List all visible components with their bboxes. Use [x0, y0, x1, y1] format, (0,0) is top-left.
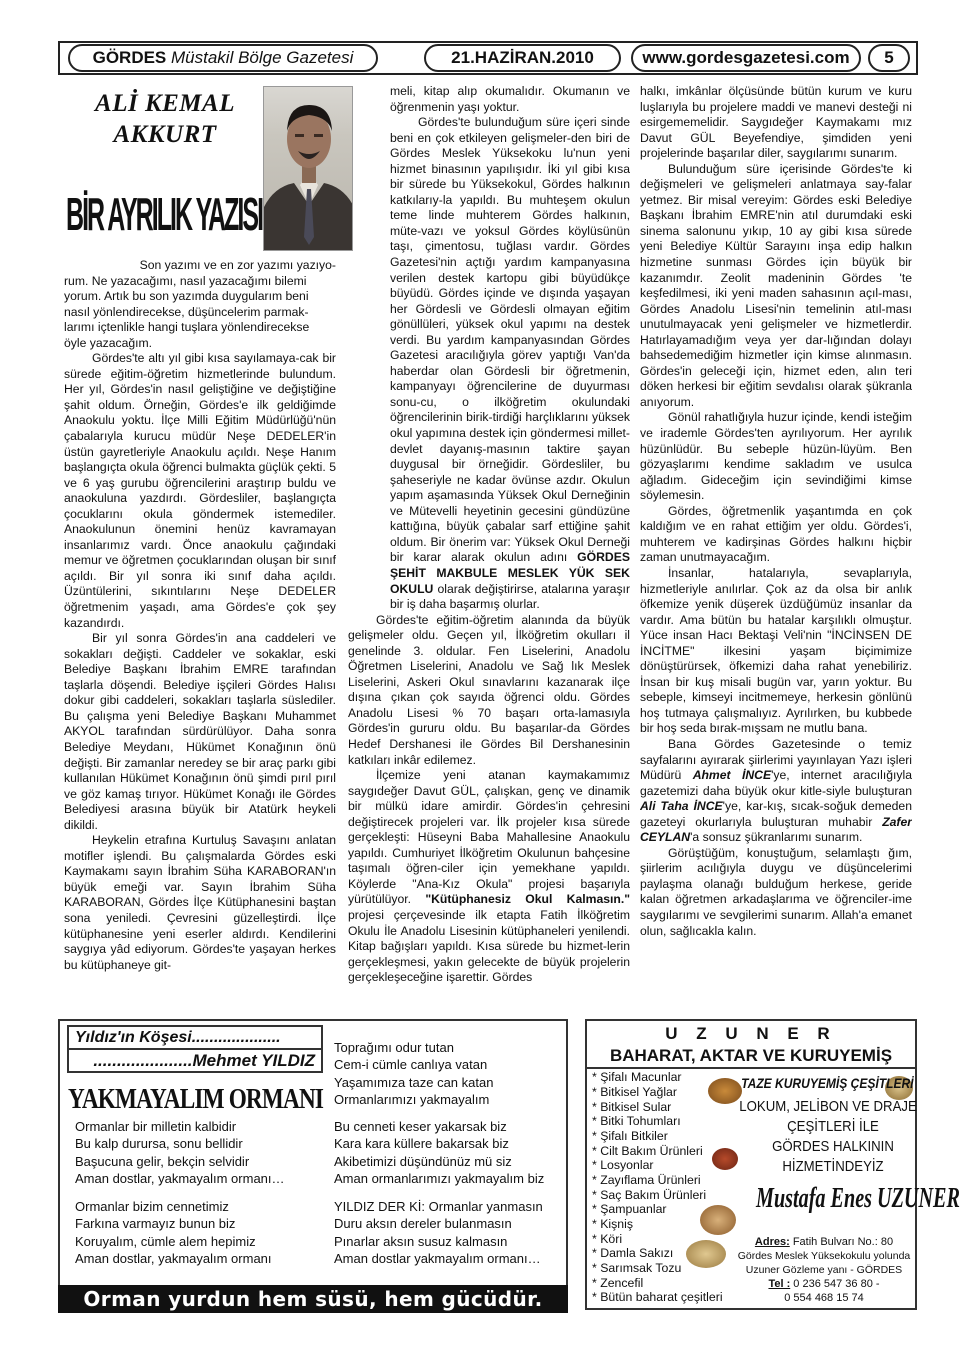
- ad-business-name: U Z U N E R: [665, 1024, 837, 1043]
- ad-product-item: * Şifalı Bitkiler: [592, 1129, 668, 1143]
- paper-name: GÖRDES: [92, 48, 167, 67]
- ad-business-type: BAHARAT, AKTAR VE KURUYEMİŞ: [609, 1046, 893, 1065]
- project-name: "Kütüphanesiz Okul Kalmasın.": [425, 892, 630, 907]
- poem-line: Koruyalım, cümle alem hepimiz: [75, 1233, 256, 1249]
- poem-stanza: [75, 1198, 272, 1267]
- author-photo: [263, 86, 353, 251]
- poem-line: Farkına varmayız bunun biz: [75, 1216, 236, 1232]
- paragraph: meli, kitap alıp okumalıdır. Okumanın ve öğrenmenin yaşı yoktur.: [390, 84, 630, 114]
- paragraph: [348, 768, 630, 986]
- ad-product-item: * Cilt Bakım Ürünleri: [592, 1144, 703, 1158]
- paragraph: Heykelin etrafına Kurtuluş Savaşını anlatan motifler işlendi. Bu çalışmalarda Gördes eski Kaymakamı sayın İbrahim Süha KARABORAN'ın büyük emeği var. Sayın İbrahim Süha KARABORAN, Gördes İlçe Kütüphanesini baştan sona yeniledi. Çevresini güzelleştirdi. İlçe kütüphanesine yeni eserler aldırdı. Kendilerini saygıya yâd ediyorum. Gördes'te yaşayan herkes bu kütüphaneye git-: [64, 833, 336, 972]
- paragraph: Gördes'te eğitim-öğretim alanında da büyük gelişmeler oldu. Geçen yıl, İlköğretim okulları il genelinde 3. oldular. Fen Liselerini, Anadolu Öğretmen Liselerini, Anadolu ve Sağ lık Meslek Liselerini, Askeri Okul sınavlarını kazanarak ilçe dışına çıkan çok sayıda öğrenci oldu. Gördes Anadolu Lisesi % 70 başarı orta-lamasıyla Gördes'in gururu oldu. Bu başarılar-da Gördes Hedef Dershanesi ile Gördes Bil Dershanesinin katkıları inkâr edilemez.: [348, 612, 630, 767]
- page-number: 5: [884, 48, 894, 67]
- article-column-2: [348, 84, 630, 1006]
- article-column-1: [64, 258, 336, 1006]
- paragraph-text: 'a sonsuz şükranlarımı sunarım.: [690, 830, 863, 845]
- slogan-banner: Orman yurdun hem süsü, hem gücüdür.: [58, 1285, 568, 1313]
- poem-line: Toprağımı odur tutan: [334, 1040, 454, 1055]
- ad-product-item: * Kişniş: [592, 1217, 634, 1231]
- poem-line: Ormanlar bizim cennetimiz: [75, 1199, 229, 1214]
- poem-line: YILDIZ DER Kİ: Ormanlar yanmasın: [334, 1199, 543, 1214]
- paragraph-wrap-top: [348, 115, 630, 613]
- article-headline: BİR AYRILIK YAZISI: [66, 188, 263, 241]
- author-portrait-image: [264, 87, 353, 251]
- poem-line: Aman dostlar, yakmayalım ormanı…: [75, 1170, 285, 1186]
- poem-line: Kara kara küllere bakarsak biz: [334, 1136, 509, 1152]
- author-first-name: ALİ KEMAL: [95, 90, 235, 117]
- paragraph-text: 'ye, kar-kış, sıcak-soğuk demeden gazeteyi okurlarıyla buluşturan muhabir: [640, 799, 912, 829]
- website-pill[interactable]: [631, 44, 861, 72]
- date-pill: [424, 44, 621, 72]
- phone-number: 0 236 547 36 80 -: [793, 1278, 880, 1290]
- ad-address-line: Uzuner Gözleme yanı - GÖRDES: [745, 1264, 903, 1276]
- phone-label: Tel :: [768, 1278, 791, 1290]
- ad-product-item: * Losyonlar: [592, 1158, 654, 1172]
- intro-paragraph: [64, 258, 336, 351]
- intro-line: yorum. Artık bu son yazımda duygularım beni: [64, 289, 309, 304]
- address-label: Adres:: [754, 1236, 790, 1248]
- intro-line: Son yazımı ve en zor yazımı yazıyo-: [139, 258, 336, 272]
- proposed-school-name: GÖRDES ŞEHİT MAKBULE MESLEK YÜK SEK OKULU: [390, 550, 630, 596]
- nuts-bowl-image: [686, 1240, 726, 1268]
- poem-line: Ormanlar bir milletin kalbidir: [75, 1119, 237, 1134]
- poem-stanza: [334, 1039, 493, 1108]
- poem-line: Bu cenneti keser yakarsak biz: [334, 1119, 507, 1134]
- page-number-pill: [868, 44, 910, 72]
- ad-phone-line: [732, 1278, 916, 1290]
- ad-product-item: * Bütün baharat çeşitleri: [592, 1290, 723, 1304]
- ad-product-item: * Şampuanlar: [592, 1202, 667, 1216]
- spice-bowl-image: [708, 1078, 742, 1104]
- paper-name-pill: [68, 44, 378, 72]
- paragraph: Bir yıl sonra Gördes'in ana caddeleri ve sokakları değişti. Caddeler ve sokaklar, eski Belediye Başkanı İbrahim EMRE tarafından taşlarla döşendi. Belediye işçileri Gördes Halısı dokur gibi caddeleri, sokakları taşlarla süslediler. Bu çalışma yeni Belediye Başkanı Muhammet AKYOL tarafından sürdürülüyor. Daha sonra Belediye Meydanı, Hükümet Konağının önü değişti. Bir zamanlar neredey se bir araç parkı gibi kullanılan Hükümet Konağının önü şimdi pırıl pırıl ve göz kamaş tırıyor. Hükümet Konağı ile Gördes Belediyesi arasına büyük bir Atatürk heykeli dikildi.: [64, 631, 336, 832]
- paragraph-text: 'ye, internet aracılığıyla gazetemizi daha büyük okur kitle-siyle buluşturan: [640, 768, 912, 798]
- spice-bowl-image: [712, 1148, 738, 1170]
- paragraph: Gönül rahatlığıyla huzur içinde, kendi isteğim ve irademle Gördes'ten ayrılıyorum. Her ayrılık hüzünlüdür. Bu sebeple hüzün-lüyüm. Ben gözyaşlarımı kendime sakladım ve usulca ağladım. Gideceğim için sevindiğimi kimse söylemesin.: [640, 410, 912, 503]
- article-column-3: [640, 84, 912, 1006]
- poem-title: YAKMAYALIM ORMANI: [68, 1084, 324, 1115]
- paragraph: halkı, imkânlar ölçüsünde bütün kurum ve kuru luşlarıyla bu projelere maddi ve manevi desteği ni esirgememelidir. Saygıdeğer Kaymakamı mız Davut GÜL Beyefendiye, şimdiden yeni projelerinde başarılar diler, saygılarımı sunarım.: [640, 84, 912, 161]
- ad-product-item: * Bitki Tohumları: [592, 1114, 681, 1128]
- paragraph: Bulunduğum süre içerisinde Gördes'te ki değişmeleri ve gelişmeleri anlatmaya say-falar yetmez. Bir misal vereyim: Gördes eski Belediye Başkanı İbrahim EMRE'nin atıl durumdaki eski sinema salonunu yıkıp, 10 ay gibi kısa sürede yeni Belediye Kültür Sarayını inşa edip halkın hizmetine sunması Gördes için büyük bir kazanımdır. Zeolit madeninin Gördes 'te keşfedilmesi, iki yeni maden sahasının açıl-ması, Gördes Anadolu Lisesi'nin temelinin atıl-ması unutulmayacak yeni gelişmeler ve hizmetlerdir. Hatırlayamadığım veya yer dar-lığından dolayı bahsedemediğim hizmetler için kimse alınmasın. Gördes'in geleceği için, hizmet eden, alın teri döken herkesi bir eğitim sevdalısı olarak şükranla anıyorum.: [640, 161, 912, 409]
- address-text: Fatih Bulvarı No.: 80: [792, 1236, 894, 1248]
- intro-line: rum. Ne yazacağımı, nasıl yazacağımı bilemi: [64, 273, 307, 288]
- poem-line: Aman ormanlarımızı yakmayalım biz: [334, 1170, 545, 1186]
- poem-stanza: [334, 1198, 543, 1267]
- poem-stanza: [75, 1118, 285, 1187]
- poem-line: Yaşamımıza taze can katan: [334, 1074, 494, 1090]
- author-name: [70, 88, 260, 150]
- paper-subtitle: Müstakil Bölge Gazetesi: [171, 48, 354, 67]
- intro-line: öyle yazacağım.: [64, 335, 153, 350]
- person-name: Ahmet İNCE: [692, 768, 772, 783]
- ad-product-item: * Zayıflama Ürünleri: [592, 1173, 701, 1187]
- ad-product-item: * Köri: [592, 1232, 623, 1246]
- poem-line: Pınarlar aksın susuz kalmasın: [334, 1233, 508, 1249]
- poem-line: Akibetimizi düşündünüz mü siz: [334, 1153, 512, 1169]
- website-link[interactable]: www.gordesgazetesi.com: [642, 48, 850, 67]
- ad-promo-line: HİZMETİNDEYİZ: [782, 1158, 884, 1175]
- paragraph-text: projesi çerçevesinde ilk etapta Fatih İlköğretim Okulu İle Anadolu Lisesinin kütüphaneleri yenilendi. Kitap bağışları yapıldı. Kısa sürede bu hizmet-lerin gerçekleşmesi, yakın gelecekte de büyük projelerin gerçekleşeceğine işarettir. Gördes: [348, 907, 630, 985]
- paragraph-text: Bana Gördes Gazetesinde o temiz sayfalarını ayırarak şiirlerimi yayınlayan Yazı işleri Müdürü: [640, 736, 912, 783]
- column-author: .....................Mehmet YILDIZ: [67, 1048, 323, 1073]
- ad-owner-name: Mustafa Enes UZUNER: [756, 1183, 960, 1214]
- ad-product-item: * Saç Bakım Ürünleri: [592, 1188, 707, 1202]
- ad-promo-line: LOKUM, JELİBON VE DRAJE: [739, 1098, 917, 1115]
- paragraph-text: Gördes'te bulunduğum süre içeri sinde beni en çok etkileyen gelişmeler-den biri de Gördes Meslek Yüksekoku lu'nun yeni hizmet binasının yapılışıdır. İki yıl gibi kısa bir sürede bu Yüksekokul, Gördes halkının katkılarıy-la yapıldı. Bu muhteşem okulun teme linde muhterem Gördes halkının, müte-vazı ve yoksul Gördes köylüsünün taşı, çimentosu, tuğlası vardır. Gördes Gazetesi'nin açtığı yardım kampanyasına verilen destek kartopu gibi büyüdükçe büyüdü. Gördes içinde ve dışında yaşayan her Gördesli ve Gördesli olmayan eğitim gönüllüleri, yüksek okul yapımı na destek verdi. Bu yardım kampanyasından Gördes Gazetesi aracılığıyla görev yaptığı Van'da haberdar olan Gördesli bir öğretmenin, kampanyayı öğrencilerine de duyurması sonu-cu, o ilköğretim okulundaki öğrencilerinin birik-tirdiği harçlıklarını yüksek okul yapımına destek için göndermesi millet-devlet dayanış-masının taktire şayan duygusal bir örneğidir. Gördesliler, bu şaheseriyle ne kadar övünse azdır. Okulun yapım aşamasında Yüksek Okul Derneğinin ve Mütevelli heyetinin gecesini gündüzüne kattığına, büyük çabalar sarf ettiğine şahit oldum. Bir önerim var: Yüksek Okul Derneği bir karar alarak okulun adını: [390, 115, 630, 565]
- ad-product-item: * Bitkisel Sular: [592, 1100, 672, 1114]
- paragraph: [640, 737, 912, 846]
- column-title: Yıldız'ın Köşesi....................: [67, 1025, 323, 1050]
- poem-line: Duru aksın dereler bulanmasın: [334, 1216, 512, 1232]
- paragraph: Gördes'te altı yıl gibi kısa sayılamaya-cak bir sürede eğitim-öğretim hizmetlerinde bulundum. Her yıl, Gördes'in nasıl geliştiğine ve değiştiğine şahit oldum. Örneğin, Gördes'e ilk geldiğimde Anaokulu yoktu. İlçe Milli Eğitim Müdürlüğü'nün çabalarıyla kurucu müdür Neşe DEDELER'in üstün gayretleriyle Anaokulu açıldı. Neşe Hanım başlangıçta okula öğrenci bulmakta güçlük çekti. 5 ve 6 yaş gurubu öğrencilerini araştırıp buldu ve anaokuluna yazdırdı. Gördesliler, başlangıçta çocuklarını okula göndermek istemediler. Anaokulunun önemini henüz kavramayan insanlarımız vardı. Önce anaokulu çağındaki memur ve öğretmen çocuklarından oluşan bir sınıf açıldı. Bir yıl sonra iki sınıf daha açıldı. Üzüntülerini, sıkıntılarını Neşe DEDELER öğretmenim yaşadı, ama Gördes'e çok şey kazandırdı.: [64, 351, 336, 630]
- ad-product-item: * Bitkisel Yağlar: [592, 1085, 677, 1099]
- paragraph-text: İlçemize yeni atanan kaymakamımız saygıdeğer Davut GÜL, çalışkan, genç ve dinamik bir mülkü idare amirdir. Gördes'in çehresini değiştirecek projeleri var. İlk projeler kısa sürede gerçekleşti: Hüseyni Baba Mahallesine Anaokulu yapıldı. Cumhuriyet İlköğretim Okulunun bahçesine taşımalı öğren-ciler için yemekhane yapıldı. Köylerde "Ana-Kız Okula" projesi başarıyla yürütülüyor.: [348, 768, 630, 907]
- ad-promo-line: ÇEŞİTLERİ İLE: [787, 1118, 879, 1135]
- ad-address-line: [732, 1236, 916, 1248]
- ad-product-item: * Sarımsak Tozu: [592, 1261, 682, 1275]
- ad-promo-line: GÖRDES HALKININ: [772, 1138, 894, 1155]
- intro-line: larımı içtenlikle hangi tuşlara yönlendirecekse: [64, 320, 310, 335]
- ad-divider: [586, 1067, 916, 1069]
- issue-date: 21.HAZİRAN.2010: [451, 48, 594, 67]
- paragraph-text: olarak değiştirirse, atalarına yaraşır bir iş daha başarmış olurlar.: [390, 581, 630, 612]
- author-last-name: AKKURT: [113, 121, 217, 148]
- person-name: Zafer CEYLAN: [640, 814, 912, 845]
- poem-line: Başucuna gelir, bekçin selvidir: [75, 1153, 250, 1169]
- ad-product-item: * Damla Sakızı: [592, 1246, 674, 1260]
- intro-line: nasıl yönlendirecekse, düşüncelerim parmak-: [64, 304, 309, 319]
- poem-line: Cem-i cümle canlıya vatan: [334, 1057, 488, 1073]
- ad-product-item: * Şifalı Macunlar: [592, 1070, 682, 1084]
- ad-phone-line: 0 554 468 15 74: [784, 1292, 864, 1304]
- ad-product-item: * Zencefil: [592, 1276, 644, 1290]
- paragraph: Görüştüğüm, konuştuğum, selamlaştı ğım, şiirlerim acılığıyla duygu ve düşüncelerimi paylaşma olanağı bulduğum herkese, geride kalan öğretmen arkadaşlarıma ve öğrenciler-ime saygılarımı ve sevgilerimi sunarım. Allah'a emanet olun, sağlıcakla kalın.: [640, 845, 912, 938]
- poem-line: Bu kalp durursa, sonu bellidir: [75, 1136, 243, 1152]
- poem-line: Aman dostlar yakmayalım ormanı…: [334, 1250, 541, 1266]
- paragraph: Gördes, öğretmenlik yaşantımda en çok kaldığım ve en rahat ettiğim yer oldu. Gördes'i, muhterem ve kadirşinas Gördes halkını hiçbir zaman unutmayacağım.: [640, 503, 912, 565]
- poem-line: Ormanlarımızı yakmayalım: [334, 1091, 490, 1107]
- poem-stanza: [334, 1118, 544, 1187]
- nuts-bowl-image: [700, 1205, 736, 1235]
- person-name: Ali Taha İNCE: [640, 799, 723, 814]
- ad-promo-line: TAZE KURUYEMİŞ ÇEŞİTLERİ: [741, 1075, 914, 1091]
- paragraph: İnsanlar, hatalarıyla, sevaplarıyla, hizmetleriyle anılırlar. Çok az da olsa bir anlık öfkemize yenik düşerek üzdüğümüz insanlar da vardır. Ama bütün bu hatalar karşılıklı olmuştur. Yüce insan Hacı Bektaşi Veli'nin "İNCİNSEN DE İNCİTME" ilkesini yaşam biçimimize dönüştürürsek, öfkemizi daha rahat yenebiliriz. İnsan bir kuş misali bugün var, yarın yoktur. Bu sebeple, kimseyi incitmemeye, herkesin gönlünü hoş tutmaya çalışmalıyız. Ayrılırken, bu kubbede bir hoş seda bırak-mışsam ne mutlu bana.: [640, 565, 912, 736]
- poem-line: Aman dostlar, yakmayalım ormanı: [75, 1250, 272, 1266]
- ad-address-line: Gördes Meslek Yüksekokulu yolunda: [737, 1250, 911, 1262]
